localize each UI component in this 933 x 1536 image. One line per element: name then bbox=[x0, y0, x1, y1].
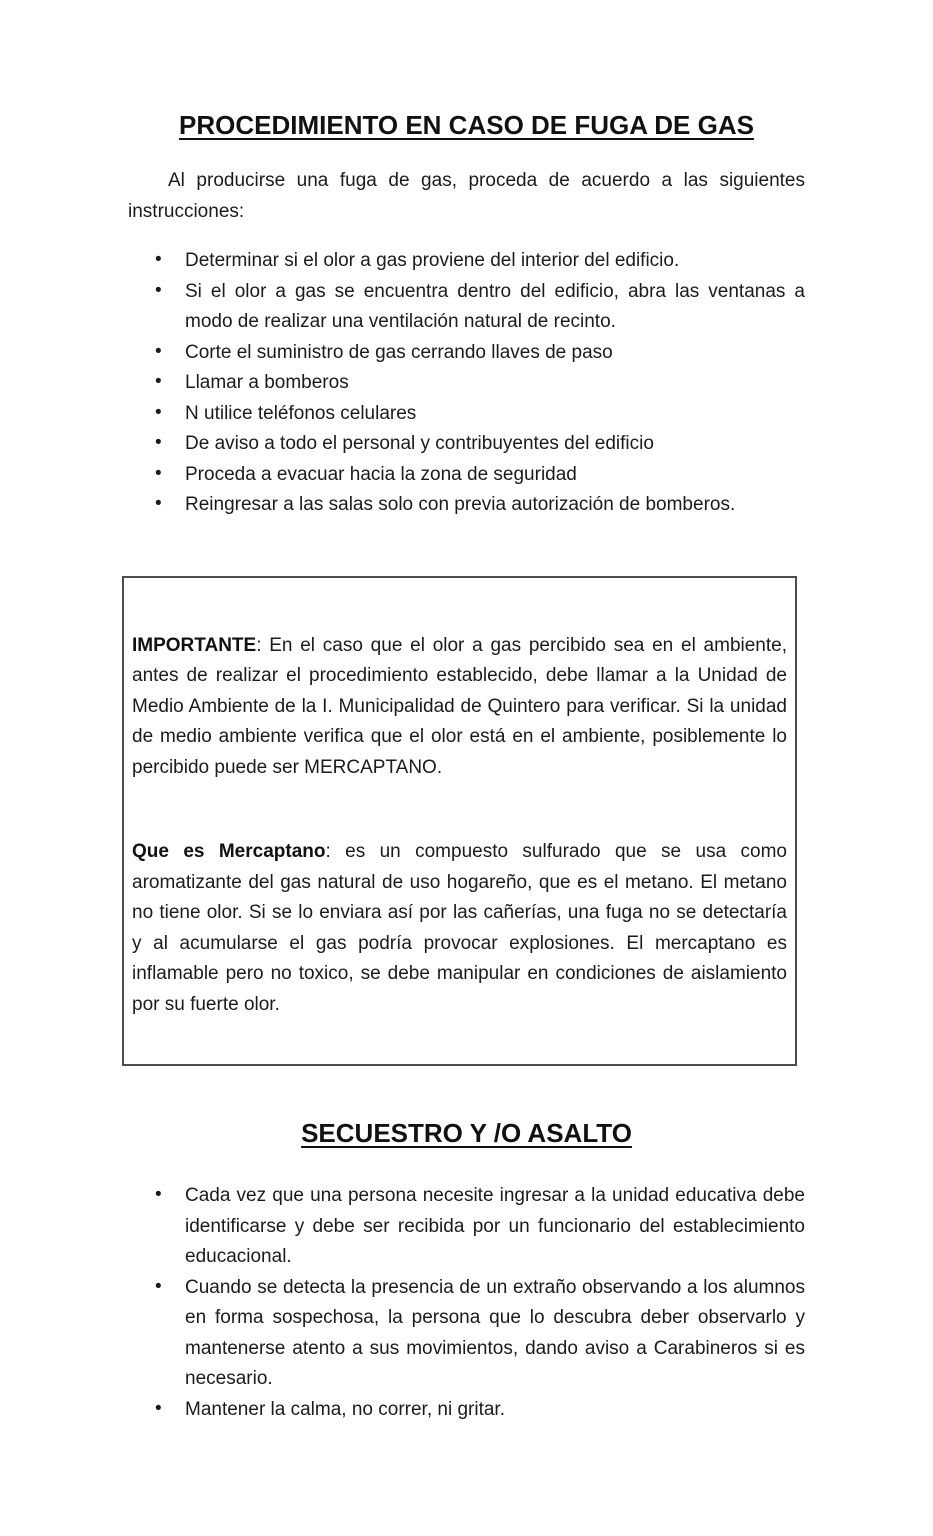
gas-leak-instructions-list bbox=[128, 246, 805, 521]
bullet-marker: • bbox=[155, 432, 162, 453]
list-item-text: N utilice teléfonos celulares bbox=[185, 402, 417, 424]
bullet-marker: • bbox=[155, 249, 162, 270]
mercaptano-text: : es un compuesto sulfurado que se usa como aromatizante del gas natural de uso hogareño, que es el metano. El metano no tiene olor. Si se lo enviara así por las cañerías, una fuga no se detectaría y al acumularse el gas podría provocar explosiones. El mercaptano es inflamable pero no toxico, se debe manipular en condiciones de aislamiento por su fuerte olor. bbox=[132, 841, 787, 1015]
document-page bbox=[128, 110, 805, 1425]
list-item bbox=[128, 399, 805, 430]
list-item bbox=[128, 490, 805, 521]
bullet-marker: • bbox=[155, 401, 162, 423]
list-item bbox=[128, 1395, 805, 1426]
list-item-text: Cuando se detecta la presencia de un extraño observando a los alumnos en forma sospechosa, la persona que lo descubra deber observarlo y mantenerse atento a sus movimientos, dando aviso a Carabineros si es necesario. bbox=[185, 1276, 805, 1389]
section1-intro-paragraph: Al producirse una fuga de gas, proceda de acuerdo a las siguientes instrucciones: bbox=[128, 170, 805, 222]
list-item bbox=[128, 277, 805, 338]
bullet-marker: • bbox=[155, 340, 162, 362]
list-item-text: Proceda a evacuar hacia la zona de seguridad bbox=[185, 463, 577, 485]
bullet-marker: • bbox=[155, 1397, 162, 1419]
kidnap-assault-instructions-list bbox=[128, 1181, 805, 1425]
important-notice-box bbox=[122, 576, 797, 1067]
list-item bbox=[128, 368, 805, 399]
important-paragraph bbox=[132, 631, 787, 784]
bullet-marker: • bbox=[155, 1184, 162, 1205]
section2-title: SECUESTRO Y /O ASALTO bbox=[301, 1118, 632, 1148]
important-label: IMPORTANTE bbox=[132, 634, 257, 656]
important-text: : En el caso que el olor a gas percibido sea en el ambiente, antes de realizar el procedimiento establecido, debe llamar a la Unidad de Medio Ambiente de la I. Municipalidad de Quintero para verificar. Si la unidad de medio ambiente verifica que el olor está en el ambiente, posiblemente lo percibido puede ser MERCAPTANO. bbox=[132, 634, 787, 778]
list-item bbox=[128, 429, 805, 460]
mercaptano-label: Que es Mercaptano bbox=[132, 841, 326, 862]
bullet-marker: • bbox=[155, 371, 162, 392]
bullet-marker: • bbox=[155, 1275, 162, 1297]
list-item bbox=[128, 246, 805, 277]
list-item-text: De aviso a todo el personal y contribuyentes del edificio bbox=[185, 433, 654, 454]
list-item bbox=[128, 338, 805, 369]
list-item bbox=[128, 460, 805, 491]
list-item bbox=[128, 1181, 805, 1273]
bullet-marker: • bbox=[155, 279, 162, 301]
list-item-text: Corte el suministro de gas cerrando llaves de paso bbox=[185, 341, 613, 363]
mercaptano-paragraph bbox=[132, 837, 787, 1020]
section1-title: PROCEDIMIENTO EN CASO DE FUGA DE GAS bbox=[179, 110, 754, 140]
list-item bbox=[128, 1273, 805, 1395]
list-item-text: Cada vez que una persona necesite ingresar a la unidad educativa debe identificarse y debe ser recibida por un funcionario del establecimiento educacional. bbox=[185, 1185, 805, 1267]
list-item-text: Si el olor a gas se encuentra dentro del edificio, abra las ventanas a modo de realizar una ventilación natural de recinto. bbox=[185, 280, 805, 332]
list-item-text: Determinar si el olor a gas proviene del interior del edificio. bbox=[185, 250, 680, 271]
bullet-marker: • bbox=[155, 462, 162, 484]
list-item-text: Mantener la calma, no correr, ni gritar. bbox=[185, 1398, 505, 1420]
list-item-text: Llamar a bomberos bbox=[185, 372, 349, 393]
bullet-marker: • bbox=[155, 493, 162, 514]
list-item-text: Reingresar a las salas solo con previa autorización de bomberos. bbox=[185, 494, 736, 515]
